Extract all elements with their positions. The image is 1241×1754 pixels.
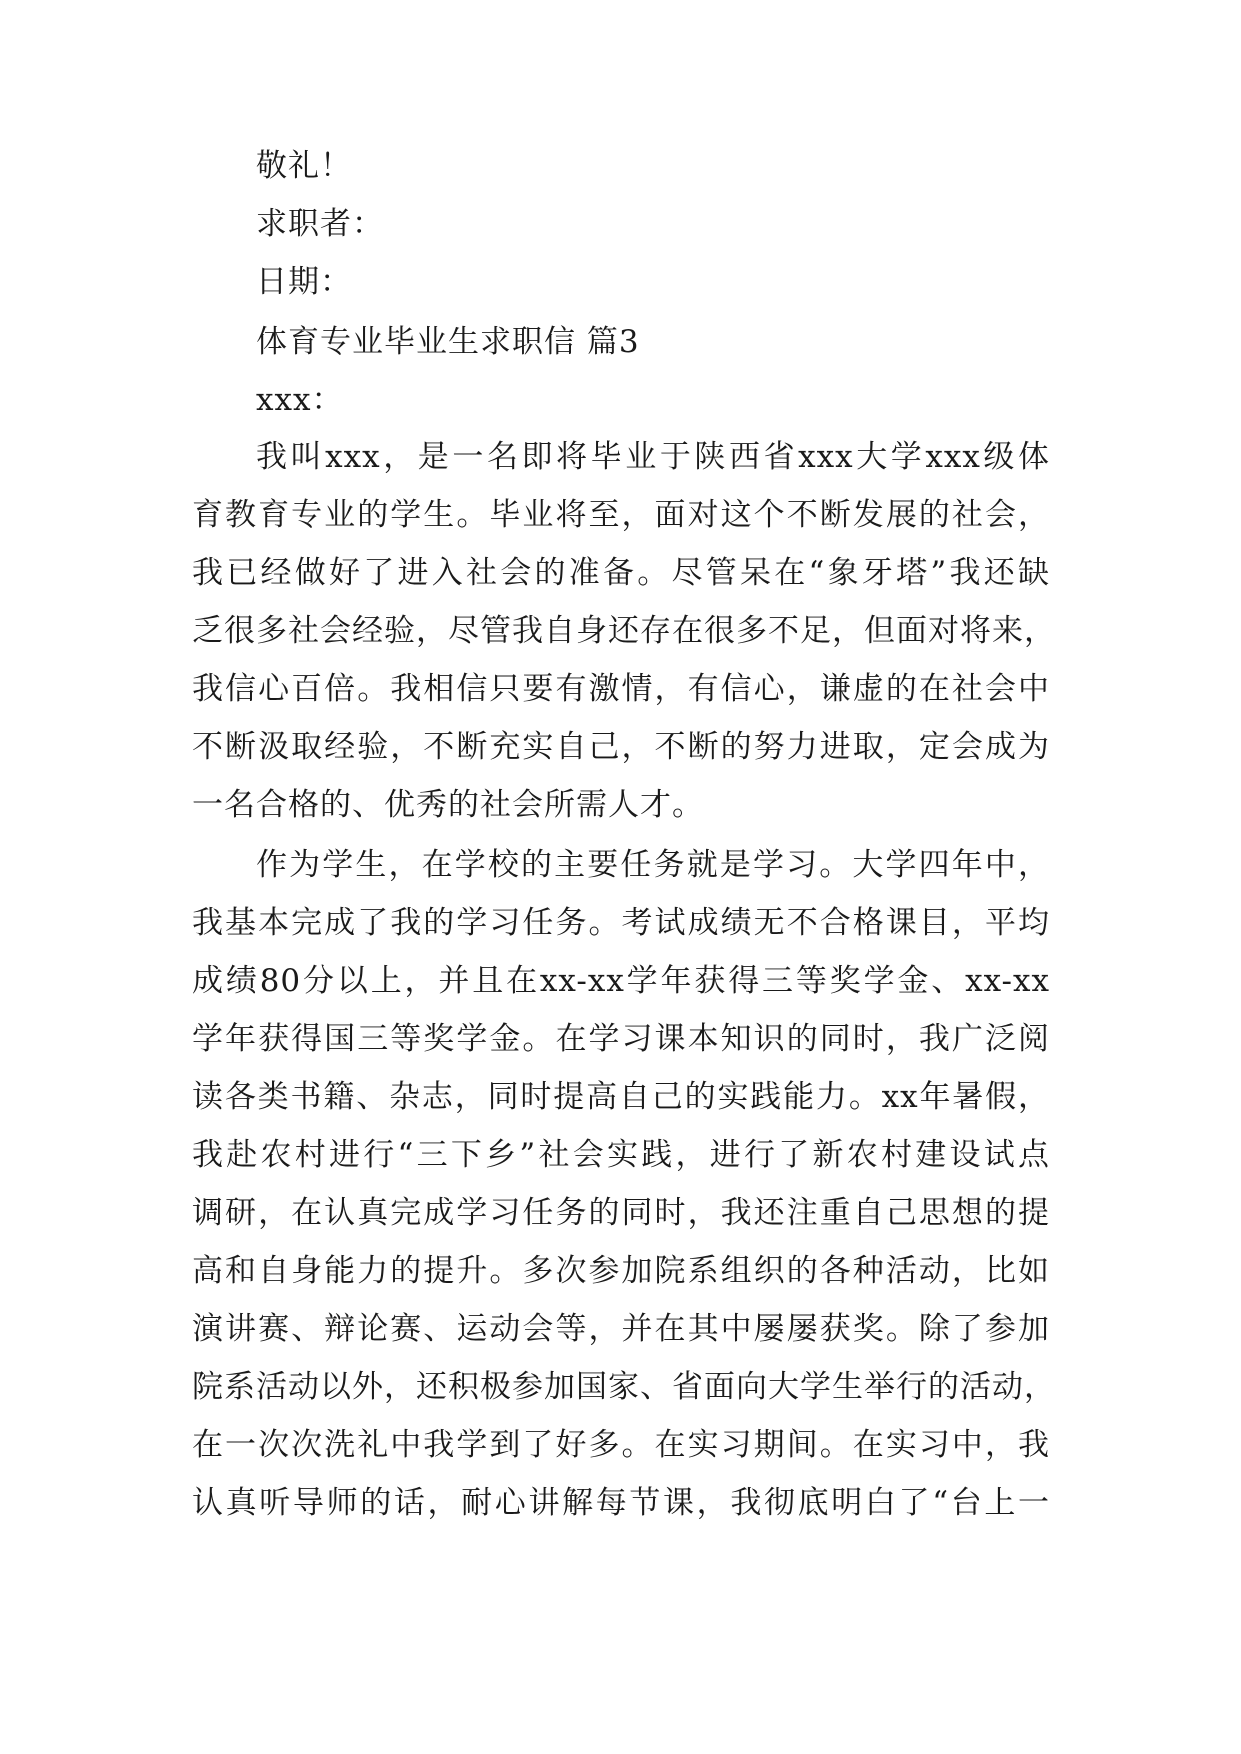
- paragraph-line: 我叫xxx，是一名即将毕业于陕西省xxx大学xxx级体: [256, 439, 1050, 475]
- paragraph-line: 演讲赛、辩论赛、运动会等，并在其中屡屡获奖。除了参加: [192, 1311, 1050, 1347]
- greeting: xxx：: [256, 382, 344, 418]
- paragraph-line: 我信心百倍。我相信只要有激情，有信心，谦虚的在社会中: [192, 671, 1050, 707]
- paragraph-line: 成绩80分以上，并且在xx-xx学年获得三等奖学金、xx-xx: [192, 963, 1050, 999]
- applicant-label: 求职者：: [256, 206, 384, 242]
- paragraph-line: 我赴农村进行“三下乡”社会实践，进行了新农村建设试点: [192, 1137, 1050, 1173]
- paragraph-2: [192, 836, 1056, 1532]
- paragraph-line: 乏很多社会经验，尽管我自身还存在很多不足，但面对将来，: [192, 613, 1056, 649]
- paragraph-1: [192, 428, 1056, 834]
- paragraph-line: 育教育专业的学生。毕业将至，面对这个不断发展的社会，: [192, 497, 1050, 533]
- paragraph-line: 在一次次洗礼中我学到了好多。在实习期间。在实习中，我: [192, 1427, 1050, 1463]
- paragraph-line: 一名合格的、优秀的社会所需人才。: [192, 787, 704, 823]
- paragraph-line: 作为学生，在学校的主要任务就是学习。大学四年中，: [256, 847, 1050, 883]
- date-label: 日期：: [256, 264, 352, 300]
- paragraph-line: 院系活动以外，还积极参加国家、省面向大学生举行的活动，: [192, 1369, 1056, 1405]
- paragraph-line: 高和自身能力的提升。多次参加院系组织的各种活动，比如: [192, 1253, 1050, 1289]
- paragraph-line: 我基本完成了我的学习任务。考试成绩无不合格课目，平均: [192, 905, 1050, 941]
- paragraph-line: 读各类书籍、杂志，同时提高自己的实践能力。xx年暑假，: [192, 1079, 1050, 1115]
- paragraph-line: 学年获得国三等奖学金。在学习课本知识的同时，我广泛阅: [192, 1021, 1050, 1057]
- section-title: 体育专业毕业生求职信 篇3: [256, 324, 640, 360]
- paragraph-line: 我已经做好了进入社会的准备。尽管呆在“象牙塔”我还缺: [192, 555, 1050, 591]
- paragraph-line: 不断汲取经验，不断充实自己，不断的努力进取，定会成为: [192, 729, 1050, 765]
- closing-salute: 敬礼！: [256, 148, 352, 184]
- paragraph-line: 认真听导师的话，耐心讲解每节课，我彻底明白了“台上一: [192, 1485, 1050, 1521]
- paragraph-line: 调研，在认真完成学习任务的同时，我还注重自己思想的提: [192, 1195, 1050, 1231]
